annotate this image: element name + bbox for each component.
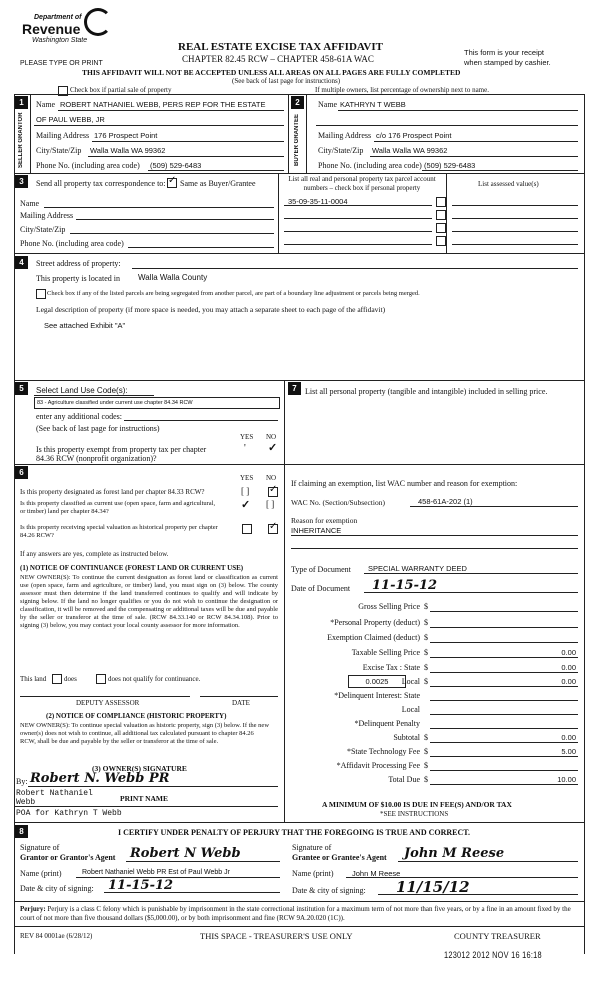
type-or-print: PLEASE TYPE OR PRINT [20,60,103,67]
seller-mailing-field[interactable]: 176 Prospect Point [94,131,158,140]
section-8-badge: 8 [15,825,28,838]
grantee-agent-label: Grantee or Grantee's Agent [292,853,387,862]
grantor-date[interactable]: 11-15-12 [108,878,174,893]
taxable-dollar: $ [424,648,428,657]
by-label: By: [16,777,28,786]
check-mark-icon: ✓ [269,484,278,495]
legal-description-field[interactable]: See attached Exhibit "A" [44,321,126,330]
doc-date-field[interactable]: 11-15-12 [372,578,438,593]
dor-logo [22,6,122,52]
same-as-buyer-label: Same as Buyer/Grantee [180,179,256,188]
deputy-assessor-label: DEPUTY ASSESSOR [76,699,140,707]
section-1-badge: 1 [15,96,28,109]
current-use-yes-check-icon[interactable]: ✓ [241,499,251,511]
parcel-list-header: List all real and personal property tax parcel account numbers – check box if personal property [288,175,436,192]
buyer-city-label: City/State/Zip [318,146,364,155]
forest-no-checkbox[interactable] [268,484,278,497]
section-4-badge: 4 [15,256,28,269]
form-title: REAL ESTATE EXCISE TAX AFFIDAVIT [178,41,383,53]
sec5-see-back: (See back of last page for instructions) [36,424,160,433]
poa-text[interactable]: POA for Kathryn T Webb [16,809,122,818]
delinquent-penalty-label: *Delinquent Penalty [354,719,420,728]
reason-field[interactable]: INHERITANCE [291,526,342,535]
receipt-line1: This form is your receipt [464,48,545,57]
wac-label: WAC No. (Section/Subsection) [291,498,385,507]
sec3-phone-label: Phone No. (including area code) [20,239,124,248]
exempt-no-check-icon[interactable]: ✓ [268,442,278,454]
see-back-instructions: (See back of last page for instructions) [232,77,341,85]
affidavit-fee-dollar: $ [424,761,428,770]
grantor-sig-label-1: Signature of [20,843,60,852]
state-tech-fee-label: *State Technology Fee [346,747,420,756]
does-not-qualify-checkbox[interactable] [96,674,106,684]
subtotal-dollar: $ [424,733,428,742]
personal-property-label: List all personal property (tangible and intangible) included in selling price. [305,387,548,396]
grantor-signature[interactable]: Robert N Webb [130,846,241,861]
taxable-price-value[interactable]: 0.00 [561,648,576,657]
current-use-question: Is this property classified as current use (open space, farm and agricultural, or timber) land per chapter 84.34? [20,500,216,515]
notice-compliance-text: NEW OWNER(S): To continue special valuation as historic property, sign (3) below. If the new owner(s) does not wish to continue, all additional tax calculated pursuant to chapter 84.26 RCW, shall be due and payable by the seller or transferor at the time of sale. [20,722,270,745]
sec6-no-header: NO [266,474,277,482]
perjury-notice [20,905,580,922]
grantee-signature[interactable]: John M Reese [404,846,505,861]
local-rate-box[interactable]: 0.0025 [348,675,406,688]
sec5-no-header: NO [266,433,277,441]
forest-land-question: Is this property designated as forest land per chapter 84.33 RCW? [20,488,205,496]
buyer-city-field[interactable]: Walla Walla WA 99362 [372,146,448,155]
exempt-yes-mark[interactable]: ' [244,443,246,454]
subtotal-label: Subtotal [393,733,420,742]
total-due-label: Total Due [388,775,420,784]
interest-local-label: Local [401,705,420,714]
print-name-label: PRINT NAME [120,794,168,803]
exemption-claim-label: If claiming an exemption, list WAC number and reason for exemption: [291,479,518,488]
buyer-mailing-label: Mailing Address [318,131,372,140]
seller-mailing-label: Mailing Address [36,131,90,140]
excise-local-label: Local [401,677,420,686]
seller-name-field[interactable]: ROBERT NATHANIEL WEBB, PERS REP FOR THE ESTATE [60,100,266,109]
street-address-label: Street address of property: [36,259,121,268]
seller-name-field-2[interactable]: OF PAUL WEBB, JR [36,115,105,124]
completion-warning: THIS AFFIDAVIT WILL NOT BE ACCEPTED UNLESS ALL AREAS ON ALL PAGES ARE FULLY COMPLETED [82,68,461,77]
gross-selling-label: Gross Selling Price [358,602,420,611]
notice-continuance-title: (1) NOTICE OF CONTINUANCE (FOREST LAND OR CURRENT USE) [20,564,244,572]
forest-yes-box[interactable]: [ ] [241,486,250,496]
parcel-4-personal-checkbox[interactable] [436,236,446,246]
exemption-dollar: $ [424,633,428,642]
sec3-city-label: City/State/Zip [20,225,66,234]
grantee-name-print[interactable]: John M Reese [352,869,401,878]
check-mark-icon: ✓ [168,175,177,186]
grantee-sig-label-1: Signature of [292,843,332,852]
subtotal-value[interactable]: 0.00 [561,733,576,742]
grantor-date-label: Date & city of signing: [20,884,94,893]
owner-signature[interactable]: Robert N. Webb PR [30,771,170,786]
form-chapter: CHAPTER 82.45 RCW – CHAPTER 458-61A WAC [182,54,374,64]
excise-state-dollar: $ [424,663,428,672]
exemption-deduct-label: Exemption Claimed (deduct) [327,633,420,642]
seller-phone-label: Phone No. (including area code) [36,161,140,170]
grantee-date[interactable]: 11/15/12 [396,878,470,896]
buyer-name-field[interactable]: KATHRYN T WEBB [340,100,406,109]
buyer-name-label: Name [318,100,338,109]
parcel-number-1[interactable]: 35-09-35-11-0004 [288,197,348,206]
receipt-line2: when stamped by cashier. [464,58,551,67]
parcel-3-personal-checkbox[interactable] [436,223,446,233]
total-due-dollar: $ [424,775,428,784]
owner-signature-title: (3) OWNER(S) SIGNATURE [92,764,187,773]
buyer-phone-field[interactable]: (509) 529-6483 [424,161,476,170]
certify-statement: I CERTIFY UNDER PENALTY OF PERJURY THAT THE FOREGOING IS TRUE AND CORRECT. [118,828,471,837]
segregated-label: Check box if any of the listed parcels are being segregated from another parcel, are part of a boundary line adjustment or parcels being merged. [47,290,420,297]
excise-local-dollar: $ [424,677,428,686]
buyer-grantee-label: BUYER GRANTEE [294,114,300,167]
doc-type-field[interactable]: SPECIAL WARRANTY DEED [368,564,467,573]
owner-print-name-1[interactable]: Robert Nathaniel [16,789,93,798]
does-label: does [64,675,77,683]
does-qualify-checkbox[interactable] [52,674,62,684]
section-7-badge: 7 [288,382,301,395]
reason-label: Reason for exemption [291,516,358,525]
seller-city-field[interactable]: Walla Walla WA 99362 [90,146,166,155]
logo-swirl-icon [84,8,112,36]
treasurer-use-only: THIS SPACE - TREASURER'S USE ONLY [200,931,353,941]
minimum-fee-note: A MINIMUM OF $10.00 IS DUE IN FEE(S) AND/OR TAX [322,800,512,809]
grantor-name-print[interactable]: Robert Nathaniel Webb PR Est of Paul Webb Jr [82,869,230,876]
county-value[interactable]: Walla Walla County [138,273,208,282]
gross-dollar: $ [424,602,428,611]
same-as-buyer-checkbox[interactable] [167,175,177,188]
section-2-badge: 2 [291,96,304,109]
located-in-label: This property is located in [36,274,120,283]
see-instructions-note: *SEE INSTRUCTIONS [380,810,449,818]
historic-no-checkbox[interactable] [268,521,278,534]
owner-print-name-2[interactable]: Webb [16,798,36,807]
parcel-1-personal-checkbox[interactable] [436,197,446,207]
grantee-name-print-label: Name (print) [292,869,334,878]
seller-city-label: City/State/Zip [36,146,82,155]
send-correspondence-label: Send all property tax correspondence to: [36,179,166,188]
buyer-mailing-field[interactable]: c/o 176 Prospect Point [376,131,452,140]
tech-fee-dollar: $ [424,747,428,756]
grantee-date-label: Date & city of signing: [292,886,366,895]
notice-continuance-text: NEW OWNER(S): To continue the current designation as forest land or classification as current use (open space, farm and agriculture, or timber) land, you must sign on (3) below. The county assessor must then determine if the land transferred continues to qualify and will indicate by signing below. If the land no longer qualifies or you do not wish to continue the designation or classification, it will be removed and the compensating or additional taxes will be due and payable by the seller or transferor at the time of sale. (RCW 84.33.140 or RCW 84.34.108). Prior to signing (3) below, you may contact your local county assessor for more information. [20,574,278,629]
land-use-label: Select Land Use Code(s): [36,386,128,395]
exempt-question: Is this property exempt from property tax per chapter 84.36 RCW (nonprofit organization)? [36,445,207,463]
delinquent-interest-state-label: *Delinquent Interest: State [334,691,420,700]
perjury-text: Perjury is a class C felony which is punishable by imprisonment in the state correctional institution for a maximum term of not more than five years, or by a fine in an amount fixed by the court of not more than five thousand dollars ($5,000.00), or by both imprisonment and fine (RCW 9A.20.020 (1C)). [20,905,571,922]
historic-yes-checkbox[interactable] [242,524,252,534]
buyer-phone-label: Phone No. (including area code) [318,161,422,170]
doc-date-label: Date of Document [291,584,351,593]
perjury-label: Perjury: [20,905,46,913]
section-6-badge: 6 [15,466,28,479]
logo-line3: Washington State [32,37,88,44]
current-use-no-box[interactable]: [ ] [266,499,275,509]
logo-line2: Revenue [22,21,81,37]
assessor-date-label: DATE [232,699,250,707]
partial-sale-label: Check box if partial sale of property [70,86,172,94]
section-3-badge: 3 [15,175,28,188]
additional-codes-label: enter any additional codes: [36,412,122,421]
check-mark-icon: ✓ [269,521,278,532]
section-5-badge: 5 [15,382,28,395]
parcel-2-personal-checkbox[interactable] [436,210,446,220]
grantor-agent-label: Grantor or Grantor's Agent [20,853,116,862]
legal-description-label: Legal description of property (if more space is needed, you may attach a separate sheet to each page of the affidavit) [36,305,386,314]
affidavit-fee-label: *Affidavit Processing Fee [336,761,420,770]
state-tech-fee-value[interactable]: 5.00 [561,747,576,756]
does-not-label: does not qualify for continuance. [108,675,201,683]
seller-phone-field[interactable]: (509) 529-6483 [150,161,202,170]
taxable-price-label: Taxable Selling Price [351,648,420,657]
total-due-value[interactable]: 10.00 [557,775,576,784]
doc-type-label: Type of Document [291,565,351,574]
assessed-value-header: List assessed value(s) [478,180,539,188]
recording-stamp: 123012 2012 NOV 16 16:18 [444,950,542,960]
personal-property-deduct-label: *Personal Property (deduct) [330,618,420,627]
sec3-mailing-label: Mailing Address [20,211,74,220]
form-number: REV 84 0001ae (6/28/12) [20,932,93,940]
notice-compliance-title: (2) NOTICE OF COMPLIANCE (HISTORIC PROPERTY) [46,712,227,720]
seller-name-label: Name [36,100,56,109]
county-treasurer-label: COUNTY TREASURER [454,931,541,941]
excise-state-label: Excise Tax : State [362,663,420,672]
grantor-name-print-label: Name (print) [20,869,62,878]
segregated-checkbox[interactable] [36,289,46,299]
logo-line1: Department of [34,14,82,21]
this-land-label: This land [20,675,47,683]
historic-question: Is this property receiving special valuation as historical property per chapter 84.26 RCW? [20,524,218,539]
personal-dollar: $ [424,618,428,627]
sec3-name-label: Name [20,199,40,208]
wac-field[interactable]: 458-61A-202 (1) [418,497,473,506]
seller-grantor-label: SELLER GRANTOR [18,112,24,168]
multiple-owners-note: If multiple owners, list percentage of ownership next to name. [315,86,489,94]
if-yes-note: If any answers are yes, complete as instructed below. [20,550,169,558]
sec5-yes-header: YES [240,433,254,441]
excise-local-value[interactable]: 0.00 [561,677,576,686]
sec6-yes-header: YES [240,474,254,482]
excise-state-value[interactable]: 0.00 [561,663,576,672]
land-use-code-field[interactable]: 83 - Agriculture classified under current use chapter 84.34 RCW [34,397,280,409]
